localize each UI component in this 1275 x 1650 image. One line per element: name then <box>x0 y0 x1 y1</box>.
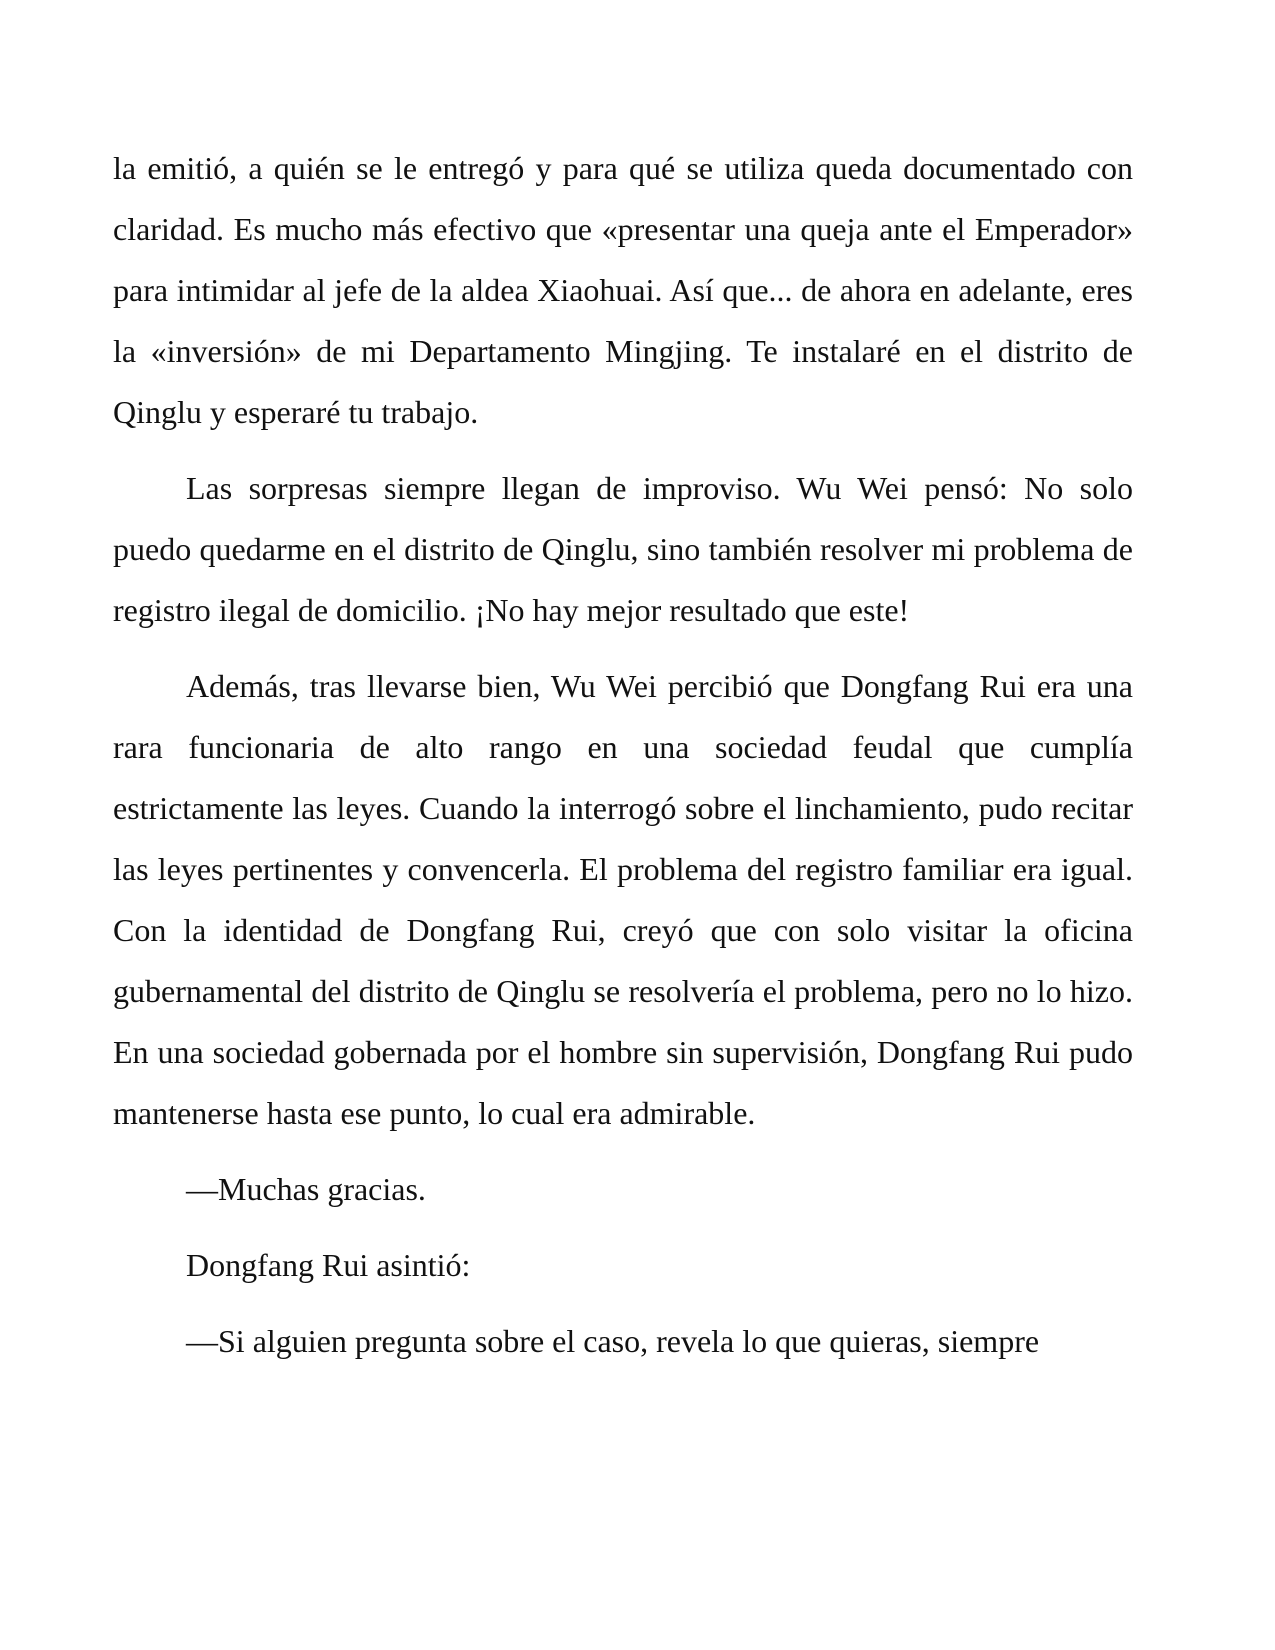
paragraph-5: Dongfang Rui asintió: <box>186 1247 471 1283</box>
paragraph-2: Las sorpresas siempre llegan de improviso. Wu Wei pensó: No solo puedo quedarme en el distrito de Qinglu, sino también resolver mi problema de registro ilegal de domicilio. ¡No hay mejor resultado que este! <box>113 470 1133 628</box>
paragraph-4: —Muchas gracias. <box>186 1171 426 1207</box>
paragraph-1: la emitió, a quién se le entregó y para qué se utiliza queda documentado con claridad. Es mucho más efectivo que «presentar una queja ante el Emperador» para intimidar al jefe de la aldea Xiaohuai. Así que... de ahora en adelante, eres la «inversión» de mi Departamento Mingjing. Te instalaré en el distrito de Qinglu y esperaré tu trabajo. <box>113 150 1133 430</box>
paragraph-6: —Si alguien pregunta sobre el caso, revela lo que quieras, siempre <box>186 1323 1040 1359</box>
document-page <box>113 138 1133 1387</box>
paragraph-3: Además, tras llevarse bien, Wu Wei percibió que Dongfang Rui era una rara funcionaria de alto rango en una sociedad feudal que cumplía estrictamente las leyes. Cuando la interrogó sobre el linchamiento, pudo recitar las leyes pertinentes y convencerla. El problema del registro familiar era igual. Con la identidad de Dongfang Rui, creyó que con solo visitar la oficina gubernamental del distrito de Qinglu se resolvería el problema, pero no lo hizo. En una sociedad gobernada por el hombre sin supervisión, Dongfang Rui pudo mantenerse hasta ese punto, lo cual era admirable. <box>113 668 1133 1131</box>
